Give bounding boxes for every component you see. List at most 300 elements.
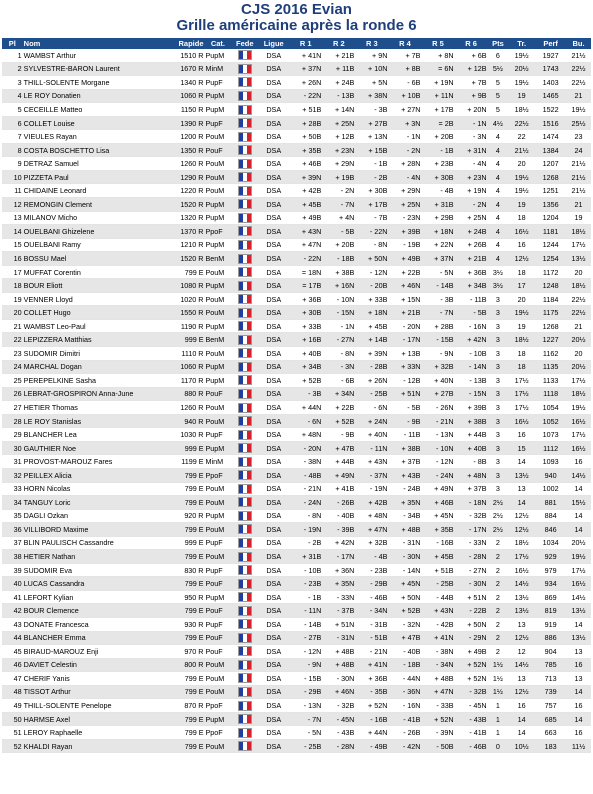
table-cell: - 15B [421, 333, 454, 347]
federation-flag-cell [231, 76, 258, 90]
table-cell: PupM [205, 441, 232, 455]
table-cell: + 42N [322, 536, 355, 550]
table-cell: - 30N [388, 550, 421, 564]
table-cell: + 48N [355, 509, 388, 523]
table-cell: 36 [2, 523, 23, 537]
table-cell: + 24B [322, 76, 355, 90]
table-cell: 16½ [566, 577, 591, 591]
table-cell: 4 [488, 170, 509, 184]
table-cell: LEBRAT-GROSPIRON Anna-June [23, 387, 159, 401]
table-cell: 21½ [566, 157, 591, 171]
table-cell: + 52B [388, 604, 421, 618]
table-cell: 1112 [535, 441, 566, 455]
table-cell: MARCHAL Dogan [23, 360, 159, 374]
table-cell: 934 [535, 577, 566, 591]
table-cell: 884 [535, 509, 566, 523]
table-cell: 3 [488, 347, 509, 361]
table-cell: 1320 R [159, 211, 204, 225]
table-cell: DSA [258, 184, 289, 198]
table-cell: DSA [258, 387, 289, 401]
table-cell: 9 [2, 157, 23, 171]
table-cell: 33 [2, 482, 23, 496]
column-header: R 2 [322, 38, 355, 49]
table-cell: PupM [205, 590, 232, 604]
table-cell: + 8N [421, 49, 454, 62]
table-cell: 1350 R [159, 143, 204, 157]
table-cell: 799 E [159, 577, 204, 591]
table-cell: - 13B [455, 374, 488, 388]
france-flag-icon [238, 308, 252, 318]
table-cell: 19 [508, 89, 535, 103]
table-cell: 18 [508, 211, 535, 225]
table-cell: 1227 [535, 333, 566, 347]
table-cell: 3 [488, 306, 509, 320]
table-cell: 26 [2, 387, 23, 401]
table-cell: 13½ [566, 252, 591, 266]
standings-table [2, 38, 591, 753]
table-cell: BLIN PAULISCH Cassandre [23, 536, 159, 550]
table-cell: 20 [508, 157, 535, 171]
table-cell: 20 [566, 347, 591, 361]
table-cell: 1516 [535, 116, 566, 130]
table-cell: 22½ [566, 292, 591, 306]
table-cell: 1522 [535, 103, 566, 117]
table-cell: 41 [2, 590, 23, 604]
table-cell: + 42B [355, 496, 388, 510]
table-cell: 1135 [535, 360, 566, 374]
table-cell: + 17B [355, 198, 388, 212]
table-cell: + 37B [455, 482, 488, 496]
table-cell: - 1B [355, 157, 388, 171]
table-cell: WAMBST Leo-Paul [23, 319, 159, 333]
table-cell: + 20B [421, 130, 454, 144]
table-cell: - 5B [455, 306, 488, 320]
table-cell: - 30N [322, 672, 355, 686]
table-cell: 1172 [535, 265, 566, 279]
table-cell: - 1B [289, 590, 322, 604]
table-cell: - 7N [421, 306, 454, 320]
table-cell: REMONGIN Clement [23, 198, 159, 212]
table-cell: PouM [205, 414, 232, 428]
table-cell: PROVOST-MAROUZ Fares [23, 455, 159, 469]
table-cell: - 19N [289, 523, 322, 537]
table-cell: - 19B [388, 238, 421, 252]
table-cell: + 52B [322, 414, 355, 428]
table-cell: 38 [2, 550, 23, 564]
france-flag-icon [238, 673, 252, 683]
table-cell: DSA [258, 116, 289, 130]
table-cell: + 26N [289, 76, 322, 90]
table-cell: - 6N [355, 401, 388, 415]
table-cell: + 20B [322, 238, 355, 252]
federation-flag-cell [231, 265, 258, 279]
table-cell: - 3B [355, 103, 388, 117]
table-cell: + 43N [421, 604, 454, 618]
table-cell: 18½ [508, 536, 535, 550]
table-cell: - 11N [355, 441, 388, 455]
table-cell: + 22B [388, 265, 421, 279]
table-cell: + 50N [388, 590, 421, 604]
table-cell: + 11N [421, 89, 454, 103]
table-cell: = 18N [289, 265, 322, 279]
table-cell: 1254 [535, 252, 566, 266]
table-cell: 17½ [508, 401, 535, 415]
table-cell: PouM [205, 550, 232, 564]
table-cell: 2½ [488, 523, 509, 537]
federation-flag-cell [231, 536, 258, 550]
table-cell: 799 E [159, 604, 204, 618]
table-cell: DSA [258, 143, 289, 157]
table-cell: 1248 [535, 279, 566, 293]
table-cell: + 49B [388, 252, 421, 266]
table-cell: 21½ [566, 184, 591, 198]
table-cell: + 44B [455, 428, 488, 442]
table-cell: + 41B [322, 482, 355, 496]
table-cell: + 46B [289, 157, 322, 171]
table-cell: - 46B [355, 590, 388, 604]
table-cell: - 14N [388, 563, 421, 577]
table-cell: - 4B [355, 550, 388, 564]
table-cell: + 43N [289, 225, 322, 239]
table-cell: + 21B [322, 49, 355, 62]
table-cell: 13 [2, 211, 23, 225]
table-cell: 16 [566, 658, 591, 672]
table-cell: 920 R [159, 509, 204, 523]
table-cell: - 29N [455, 631, 488, 645]
table-cell: + 46N [322, 685, 355, 699]
table-cell: 11 [2, 184, 23, 198]
table-cell: 2 [488, 577, 509, 591]
table-cell: 17½ [566, 563, 591, 577]
table-cell: - 1B [421, 143, 454, 157]
column-header: R 6 [455, 38, 488, 49]
table-cell: 24 [566, 143, 591, 157]
table-cell: + 34B [455, 279, 488, 293]
table-cell: - 1N [388, 130, 421, 144]
table-cell: 1474 [535, 130, 566, 144]
table-cell: DAVIET Celestin [23, 658, 159, 672]
table-cell: DSA [258, 333, 289, 347]
table-cell: 970 R [159, 645, 204, 659]
table-cell: PupM [205, 509, 232, 523]
table-cell: DSA [258, 441, 289, 455]
table-row [2, 509, 591, 523]
table-cell: 8 [2, 143, 23, 157]
table-row [2, 116, 591, 130]
table-cell: 1199 E [159, 455, 204, 469]
table-cell: DSA [258, 252, 289, 266]
table-row [2, 306, 591, 320]
table-cell: DSA [258, 645, 289, 659]
france-flag-icon [238, 687, 252, 697]
table-row [2, 468, 591, 482]
table-cell: - 7N [289, 712, 322, 726]
table-cell: - 24N [289, 496, 322, 510]
table-cell: + 23N [455, 170, 488, 184]
table-row [2, 563, 591, 577]
federation-flag-cell [231, 333, 258, 347]
france-flag-icon [238, 403, 252, 413]
table-row [2, 62, 591, 76]
table-cell: 34 [2, 496, 23, 510]
table-row [2, 604, 591, 618]
table-row [2, 577, 591, 591]
table-cell: 19½ [508, 49, 535, 62]
table-cell: + 42B [289, 184, 322, 198]
table-cell: - 30N [455, 577, 488, 591]
table-cell: - 12N [355, 265, 388, 279]
table-cell: 29 [2, 428, 23, 442]
table-row [2, 279, 591, 293]
table-cell: BLANCHER Emma [23, 631, 159, 645]
table-cell: - 4N [388, 170, 421, 184]
table-cell: 49 [2, 699, 23, 713]
table-cell: - 37N [355, 468, 388, 482]
column-header: Fede [231, 38, 258, 49]
table-cell: 15 [2, 238, 23, 252]
table-cell: TANGUY Loric [23, 496, 159, 510]
table-cell: PouM [205, 523, 232, 537]
table-cell: DSA [258, 157, 289, 171]
table-cell: + 13N [355, 130, 388, 144]
table-cell: - 25B [421, 577, 454, 591]
table-cell: - 13N [289, 699, 322, 713]
table-cell: 1244 [535, 238, 566, 252]
table-cell: 1118 [535, 387, 566, 401]
table-cell: + 35N [322, 577, 355, 591]
table-cell: + 33B [355, 292, 388, 306]
table-cell: 17½ [508, 374, 535, 388]
table-cell: + 45N [421, 509, 454, 523]
table-cell: 16 [508, 428, 535, 442]
table-cell: PupF [205, 536, 232, 550]
table-cell: - 2N [455, 198, 488, 212]
france-flag-icon [238, 430, 252, 440]
table-cell: 11½ [566, 739, 591, 753]
table-cell: 799 E [159, 712, 204, 726]
table-cell: 19 [508, 198, 535, 212]
table-cell: + 52N [455, 658, 488, 672]
table-cell: DSA [258, 739, 289, 753]
table-cell: 14 [566, 685, 591, 699]
table-cell: LUCAS Cassandra [23, 577, 159, 591]
table-cell: 1403 [535, 76, 566, 90]
table-cell: 20 [508, 292, 535, 306]
table-cell: 1260 R [159, 157, 204, 171]
table-cell: PupM [205, 712, 232, 726]
table-cell: 4 [488, 157, 509, 171]
table-cell: + 12B [322, 130, 355, 144]
table-cell: - 20N [289, 441, 322, 455]
column-header: R 3 [355, 38, 388, 49]
table-cell: 1520 R [159, 252, 204, 266]
table-cell: 39 [2, 563, 23, 577]
table-cell: 1 [2, 49, 23, 62]
table-cell: 37 [2, 536, 23, 550]
table-cell: DSA [258, 170, 289, 184]
table-cell: - 32B [322, 699, 355, 713]
table-cell: - 37B [322, 604, 355, 618]
table-row [2, 455, 591, 469]
table-cell: + 36B [355, 672, 388, 686]
table-cell: - 31N [322, 631, 355, 645]
table-cell: + 11B [322, 62, 355, 76]
table-cell: - 28B [355, 360, 388, 374]
table-cell: 13½ [508, 590, 535, 604]
table-cell: 830 R [159, 563, 204, 577]
france-flag-icon [238, 552, 252, 562]
table-cell: DSA [258, 536, 289, 550]
table-cell: + 5N [355, 76, 388, 90]
france-flag-icon [238, 416, 252, 426]
table-cell: + 45B [289, 198, 322, 212]
table-cell: 1002 [535, 482, 566, 496]
page-header [0, 0, 593, 34]
france-flag-icon [238, 375, 252, 385]
table-cell: + 51N [388, 387, 421, 401]
table-cell: - 45N [455, 699, 488, 713]
france-flag-icon [238, 213, 252, 223]
table-row [2, 184, 591, 198]
table-cell: + 40B [455, 441, 488, 455]
federation-flag-cell [231, 455, 258, 469]
table-cell: + 26B [455, 238, 488, 252]
table-cell: SUDOMIR Eva [23, 563, 159, 577]
table-cell: + 44N [289, 401, 322, 415]
table-cell: 4 [488, 211, 509, 225]
table-cell: - 6N [289, 414, 322, 428]
france-flag-icon [238, 538, 252, 548]
table-row [2, 739, 591, 753]
table-cell: 1170 R [159, 374, 204, 388]
table-cell: - 11N [289, 604, 322, 618]
table-cell: 3 [488, 441, 509, 455]
table-cell: 20½ [508, 62, 535, 76]
table-cell: CHIDAINE Leonard [23, 184, 159, 198]
table-cell: 1290 R [159, 170, 204, 184]
table-cell: DSA [258, 279, 289, 293]
table-cell: 17½ [566, 428, 591, 442]
table-cell: + 51B [421, 563, 454, 577]
table-cell: + 34B [289, 360, 322, 374]
table-row [2, 252, 591, 266]
table-cell: 17 [508, 279, 535, 293]
table-cell: 12½ [508, 509, 535, 523]
table-cell: + 47B [388, 631, 421, 645]
table-cell: - 2N [322, 184, 355, 198]
table-cell: + 49N [421, 482, 454, 496]
table-cell: 3 [488, 319, 509, 333]
table-cell: HETIER Nathan [23, 550, 159, 564]
france-flag-icon [238, 132, 252, 142]
table-cell: - 14B [421, 279, 454, 293]
table-cell: HORN Nicolas [23, 482, 159, 496]
france-flag-icon [238, 511, 252, 521]
table-cell: 13 [508, 617, 535, 631]
table-cell: + 51B [289, 103, 322, 117]
table-cell: 28 [2, 414, 23, 428]
table-cell: - 26B [322, 496, 355, 510]
table-cell: - 41B [388, 712, 421, 726]
table-cell: - 6B [322, 374, 355, 388]
france-flag-icon [238, 633, 252, 643]
table-cell: - 16N [388, 699, 421, 713]
table-cell: + 30B [355, 184, 388, 198]
table-cell: DSA [258, 238, 289, 252]
table-cell: 20½ [566, 360, 591, 374]
table-cell: + 39N [289, 170, 322, 184]
table-cell: + 3N [388, 116, 421, 130]
table-cell: 13 [508, 482, 535, 496]
table-cell: DSA [258, 509, 289, 523]
table-cell: LEROY Raphaelle [23, 726, 159, 740]
federation-flag-cell [231, 170, 258, 184]
table-cell: 18½ [566, 387, 591, 401]
table-cell: 22 [508, 130, 535, 144]
table-cell: 1190 R [159, 319, 204, 333]
table-cell: 183 [535, 739, 566, 753]
table-cell: BOUR Eliott [23, 279, 159, 293]
table-cell: DSA [258, 726, 289, 740]
table-cell: - 12N [289, 645, 322, 659]
table-cell: 2 [488, 550, 509, 564]
table-cell: PupM [205, 374, 232, 388]
france-flag-icon [238, 741, 252, 751]
table-cell: + 46N [388, 279, 421, 293]
table-cell: MinM [205, 455, 232, 469]
table-cell: 1 [488, 712, 509, 726]
column-header: Ligue [258, 38, 289, 49]
column-header: Cat. [205, 38, 232, 49]
table-cell: - 33N [322, 590, 355, 604]
table-cell: 2 [488, 536, 509, 550]
table-cell: 20 [2, 306, 23, 320]
table-cell: - 38N [421, 645, 454, 659]
table-cell: - 2B [355, 170, 388, 184]
table-cell: 1133 [535, 374, 566, 388]
table-cell: - 5B [322, 225, 355, 239]
table-cell: + 35B [421, 523, 454, 537]
table-cell: - 41B [455, 726, 488, 740]
table-cell: PouF [205, 604, 232, 618]
table-cell: + 12B [455, 62, 488, 76]
table-cell: DSA [258, 455, 289, 469]
table-cell: DSA [258, 76, 289, 90]
table-row [2, 401, 591, 415]
table-cell: - 2B [289, 536, 322, 550]
table-cell: - 25B [355, 387, 388, 401]
table-cell: + 36B [289, 292, 322, 306]
table-cell: 19½ [508, 76, 535, 90]
table-cell: 14 [566, 509, 591, 523]
table-cell: 1073 [535, 428, 566, 442]
table-cell: 1½ [488, 672, 509, 686]
table-cell: 1034 [535, 536, 566, 550]
table-cell: 869 [535, 590, 566, 604]
table-cell: + 21B [388, 306, 421, 320]
table-cell: DSA [258, 62, 289, 76]
table-cell: BLANCHER Lea [23, 428, 159, 442]
table-cell: - 24N [421, 468, 454, 482]
table-cell: + 22B [322, 401, 355, 415]
table-cell: + 37N [289, 62, 322, 76]
table-cell: - 6B [388, 76, 421, 90]
table-cell: + 28N [388, 157, 421, 171]
table-cell: - 18B [322, 252, 355, 266]
table-cell: + 40B [289, 347, 322, 361]
table-cell: 19½ [508, 306, 535, 320]
table-cell: + 22N [421, 238, 454, 252]
